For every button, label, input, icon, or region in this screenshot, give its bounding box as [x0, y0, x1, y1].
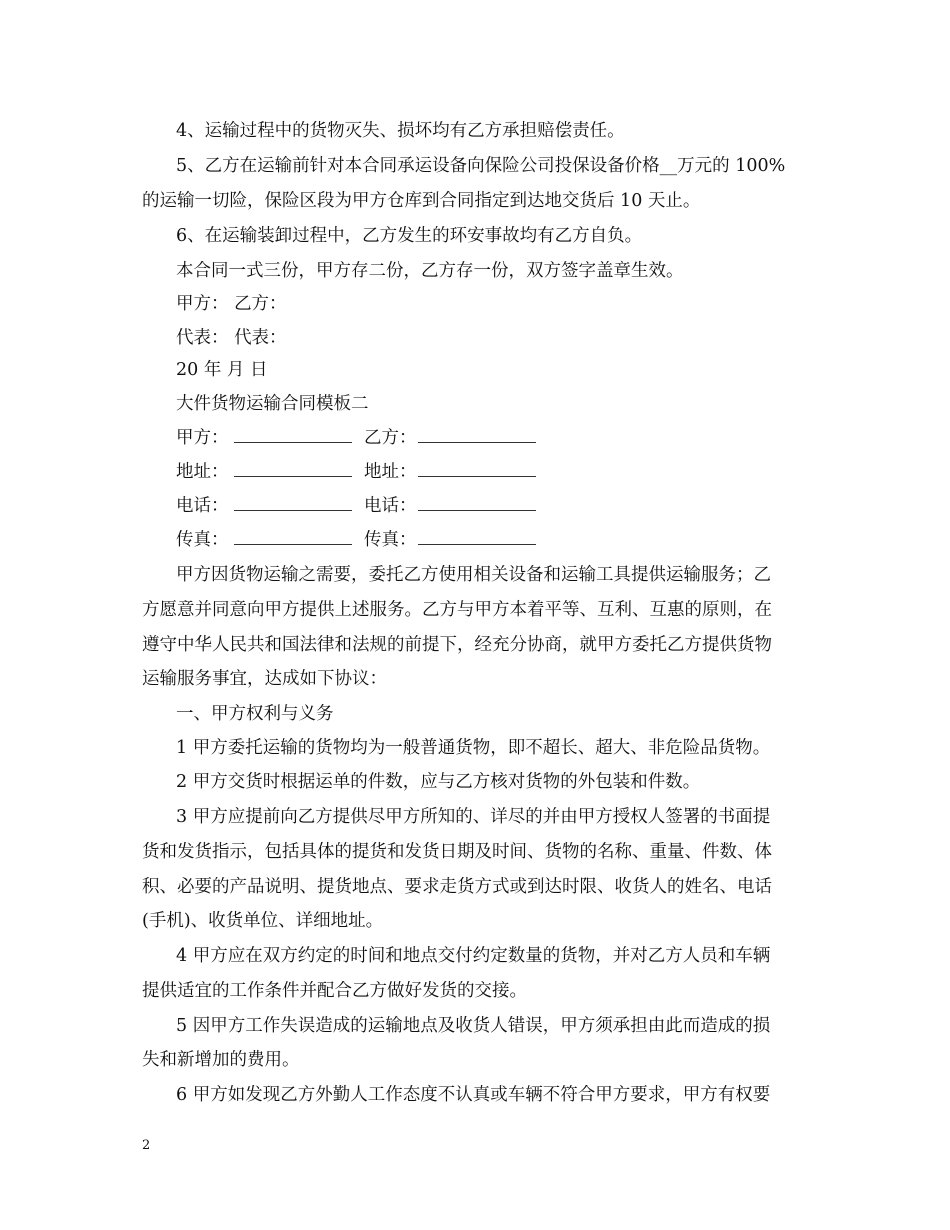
- item-5-line2: 失和新增加的费用。: [142, 1050, 300, 1070]
- item-4-line1: 4 甲方应在双方约定的时间和地点交付约定数量的货物，并对乙方人员和车辆: [176, 946, 771, 966]
- party-a-blank: [234, 428, 352, 443]
- signature-parties: 甲方： 乙方：: [176, 294, 287, 314]
- item-3-line1: 3 甲方应提前向乙方提供尽甲方所知的、详尽的并由甲方授权人签署的书面提: [176, 807, 771, 827]
- item-4-line2: 提供适宜的工作条件并配合乙方做好发货的交接。: [142, 981, 527, 1001]
- form-row-party: [176, 421, 548, 455]
- form-row-fax: [176, 523, 548, 557]
- clause-5-line2: 的运输一切险，保险区段为甲方仓库到合同指定到达地交货后 10 天止。: [142, 191, 701, 211]
- item-2: 2 甲方交货时根据运单的件数，应与乙方核对货物的外包装和件数。: [176, 772, 701, 792]
- party-a-label: 甲方：: [176, 428, 229, 448]
- preamble-line2: 方愿意并同意向甲方提供上述服务。乙方与甲方本着平等、互利、互惠的原则，在: [142, 600, 772, 620]
- template-title: 大件货物运输合同模板二: [176, 394, 369, 414]
- phone-a-blank: [234, 496, 352, 511]
- signature-representatives: 代表： 代表：: [176, 328, 287, 348]
- page-number: 2: [142, 1138, 151, 1153]
- fax-b-label: 传真：: [364, 530, 417, 550]
- section-heading-1: 一、甲方权利与义务: [176, 704, 334, 724]
- clause-6: 6、在运输装卸过程中，乙方发生的环安事故均有乙方自负。: [176, 226, 643, 246]
- fax-a-label: 传真：: [176, 530, 229, 550]
- fax-b-blank: [418, 530, 536, 545]
- party-b-label: 乙方：: [364, 428, 417, 448]
- phone-a-label: 电话：: [176, 496, 229, 516]
- fax-a-blank: [234, 530, 352, 545]
- phone-b-blank: [418, 496, 536, 511]
- address-b-blank: [418, 462, 536, 477]
- preamble-line1: 甲方因货物运输之需要，委托乙方使用相关设备和运输工具提供运输服务；乙: [176, 565, 771, 585]
- phone-b-label: 电话：: [364, 496, 417, 516]
- clause-5-line1: 5、乙方在运输前针对本合同承运设备向保险公司投保设备价格__万元的 100%: [176, 156, 786, 176]
- party-b-blank: [418, 428, 536, 443]
- form-row-phone: [176, 489, 548, 523]
- address-a-label: 地址：: [176, 462, 229, 482]
- item-3-line2: 货和发货指示，包括具体的提货和发货日期及时间、货物的名称、重量、件数、体: [142, 842, 772, 862]
- clause-4: 4、运输过程中的货物灭失、损坏均有乙方承担赔偿责任。: [176, 121, 625, 141]
- item-3-line3: 积、必要的产品说明、提货地点、要求走货方式或到达时限、收货人的姓名、电话: [142, 877, 772, 897]
- address-b-label: 地址：: [364, 462, 417, 482]
- form-row-address: [176, 455, 548, 489]
- copies-note: 本合同一式三份，甲方存二份，乙方存一份，双方签字盖章生效。: [176, 261, 684, 281]
- item-1: 1 甲方委托运输的货物均为一般普通货物，即不超长、超大、非危险品货物。: [176, 738, 771, 758]
- item-3-line4: (手机)、收货单位、详细地址。: [142, 911, 384, 931]
- item-6-line1: 6 甲方如发现乙方外勤人工作态度不认真或车辆不符合甲方要求，甲方有权要: [176, 1085, 771, 1105]
- item-5-line1: 5 因甲方工作失误造成的运输地点及收货人错误，甲方须承担由此而造成的损: [176, 1016, 771, 1036]
- signature-date: 20 年 月 日: [176, 360, 268, 380]
- preamble-line4: 运输服务事宜，达成如下协议：: [142, 669, 387, 689]
- address-a-blank: [234, 462, 352, 477]
- preamble-line3: 遵守中华人民共和国法律和法规的前提下，经充分协商，就甲方委托乙方提供货物: [142, 635, 772, 655]
